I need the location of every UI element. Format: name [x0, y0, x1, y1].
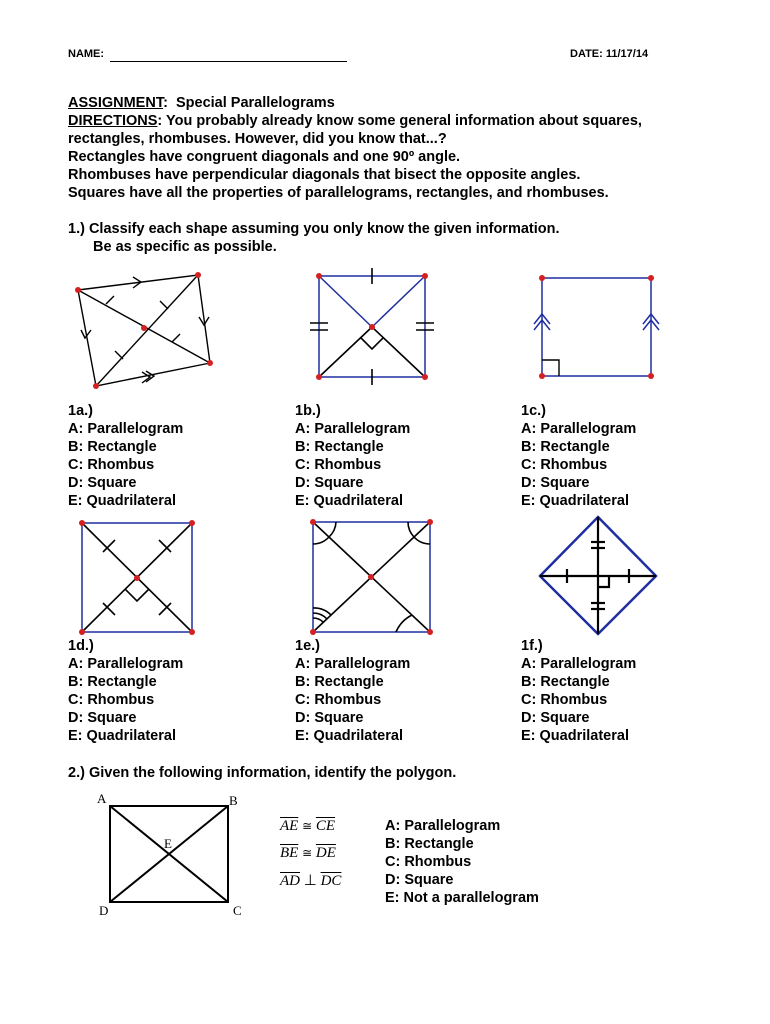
option-c[interactable]: C: Rhombus — [385, 854, 472, 870]
vertex-label-c: C — [233, 903, 242, 918]
item-label: 1e.) — [295, 638, 320, 654]
directions-line-3: Rectangles have congruent diagonals and one 90º angle. — [68, 149, 461, 165]
assignment-label: ASSIGNMENT — [68, 95, 164, 111]
option-c[interactable]: C: Rhombus — [521, 692, 608, 708]
directions-text-1: : You probably already know some general information about squares, — [157, 113, 642, 129]
option-e[interactable]: E: Quadrilateral — [521, 728, 629, 744]
option-b[interactable]: B: Rectangle — [68, 439, 157, 455]
vertex-label-a: A — [97, 791, 107, 806]
option-b[interactable]: B: Rectangle — [295, 674, 384, 690]
item-label: 1f.) — [521, 638, 543, 654]
option-b[interactable]: B: Rectangle — [385, 836, 474, 852]
option-c[interactable]: C: Rhombus — [295, 692, 382, 708]
question1-prompt-line-1: 1.) Classify each shape assuming you only know the given information. — [68, 221, 560, 237]
option-e[interactable]: E: Quadrilateral — [521, 493, 629, 509]
option-e[interactable]: E: Quadrilateral — [295, 493, 403, 509]
option-a[interactable]: A: Parallelogram — [385, 818, 501, 834]
option-a[interactable]: A: Parallelogram — [68, 421, 184, 437]
option-b[interactable]: B: Rectangle — [521, 439, 610, 455]
option-d[interactable]: D: Square — [68, 710, 137, 726]
option-a[interactable]: A: Parallelogram — [295, 656, 411, 672]
item-label: 1b.) — [295, 403, 321, 419]
question1-prompt-line-2: Be as specific as possible. — [93, 239, 277, 255]
option-d[interactable]: D: Square — [295, 475, 364, 491]
option-e[interactable]: E: Quadrilateral — [295, 728, 403, 744]
option-d[interactable]: D: Square — [521, 475, 590, 491]
option-d[interactable]: D: Square — [295, 710, 364, 726]
segment-dc: $\overline{DC}$ — [320, 873, 342, 889]
option-d[interactable]: D: Square — [521, 710, 590, 726]
option-e[interactable]: E: Quadrilateral — [68, 493, 176, 509]
option-a[interactable]: A: Parallelogram — [68, 656, 184, 672]
option-b[interactable]: B: Rectangle — [68, 674, 157, 690]
date-label: DATE: 11/17/14 — [570, 48, 649, 60]
given-2 — [280, 845, 336, 862]
option-a[interactable]: A: Parallelogram — [521, 656, 637, 672]
answer-block-2 — [385, 817, 539, 907]
option-e[interactable]: E: Not a parallelogram — [385, 890, 539, 906]
option-c[interactable]: C: Rhombus — [295, 457, 382, 473]
option-c[interactable]: C: Rhombus — [68, 692, 155, 708]
given-1 — [280, 818, 335, 835]
segment-ad: $\overline{AD}$ — [280, 873, 300, 889]
directions-line-5: Squares have all the properties of parallelograms, rectangles, and rhombuses. — [68, 185, 609, 201]
item-label: 1a.) — [68, 403, 93, 419]
option-b[interactable]: B: Rectangle — [295, 439, 384, 455]
option-b[interactable]: B: Rectangle — [521, 674, 610, 690]
segment-ae: $\overline{AE}$ — [280, 818, 299, 834]
option-e[interactable]: E: Quadrilateral — [68, 728, 176, 744]
segment-be: $\overline{BE}$ — [280, 845, 299, 861]
item-label: 1c.) — [521, 403, 546, 419]
vertex-label-b: B — [229, 793, 238, 808]
vertex-label-e: E — [164, 836, 172, 851]
question2-prompt: 2.) Given the following information, identify the polygon. — [68, 765, 457, 781]
perpendicular-symbol: ⊥ — [303, 873, 317, 889]
assignment-colon: : — [163, 95, 168, 111]
congruent-symbol: ≅ — [302, 846, 313, 860]
option-d[interactable]: D: Square — [68, 475, 137, 491]
option-a[interactable]: A: Parallelogram — [521, 421, 637, 437]
option-d[interactable]: D: Square — [385, 872, 454, 888]
segment-ce: $\overline{CE}$ — [315, 818, 336, 834]
option-a[interactable]: A: Parallelogram — [295, 421, 411, 437]
congruent-symbol: ≅ — [302, 819, 313, 833]
directions-line-4: Rhombuses have perpendicular diagonals that bisect the opposite angles. — [68, 167, 581, 183]
assignment-title: Special Parallelograms — [175, 95, 335, 111]
option-c[interactable]: C: Rhombus — [68, 457, 155, 473]
option-c[interactable]: C: Rhombus — [521, 457, 608, 473]
directions-label: DIRECTIONS — [68, 113, 158, 129]
given-3 — [280, 871, 341, 890]
item-label: 1d.) — [68, 638, 94, 654]
directions-line-2: rectangles, rhombuses. However, did you know that...? — [68, 131, 447, 147]
name-label: NAME: — [68, 48, 105, 60]
vertex-label-d: D — [99, 903, 109, 918]
segment-de: $\overline{DE}$ — [315, 845, 336, 861]
